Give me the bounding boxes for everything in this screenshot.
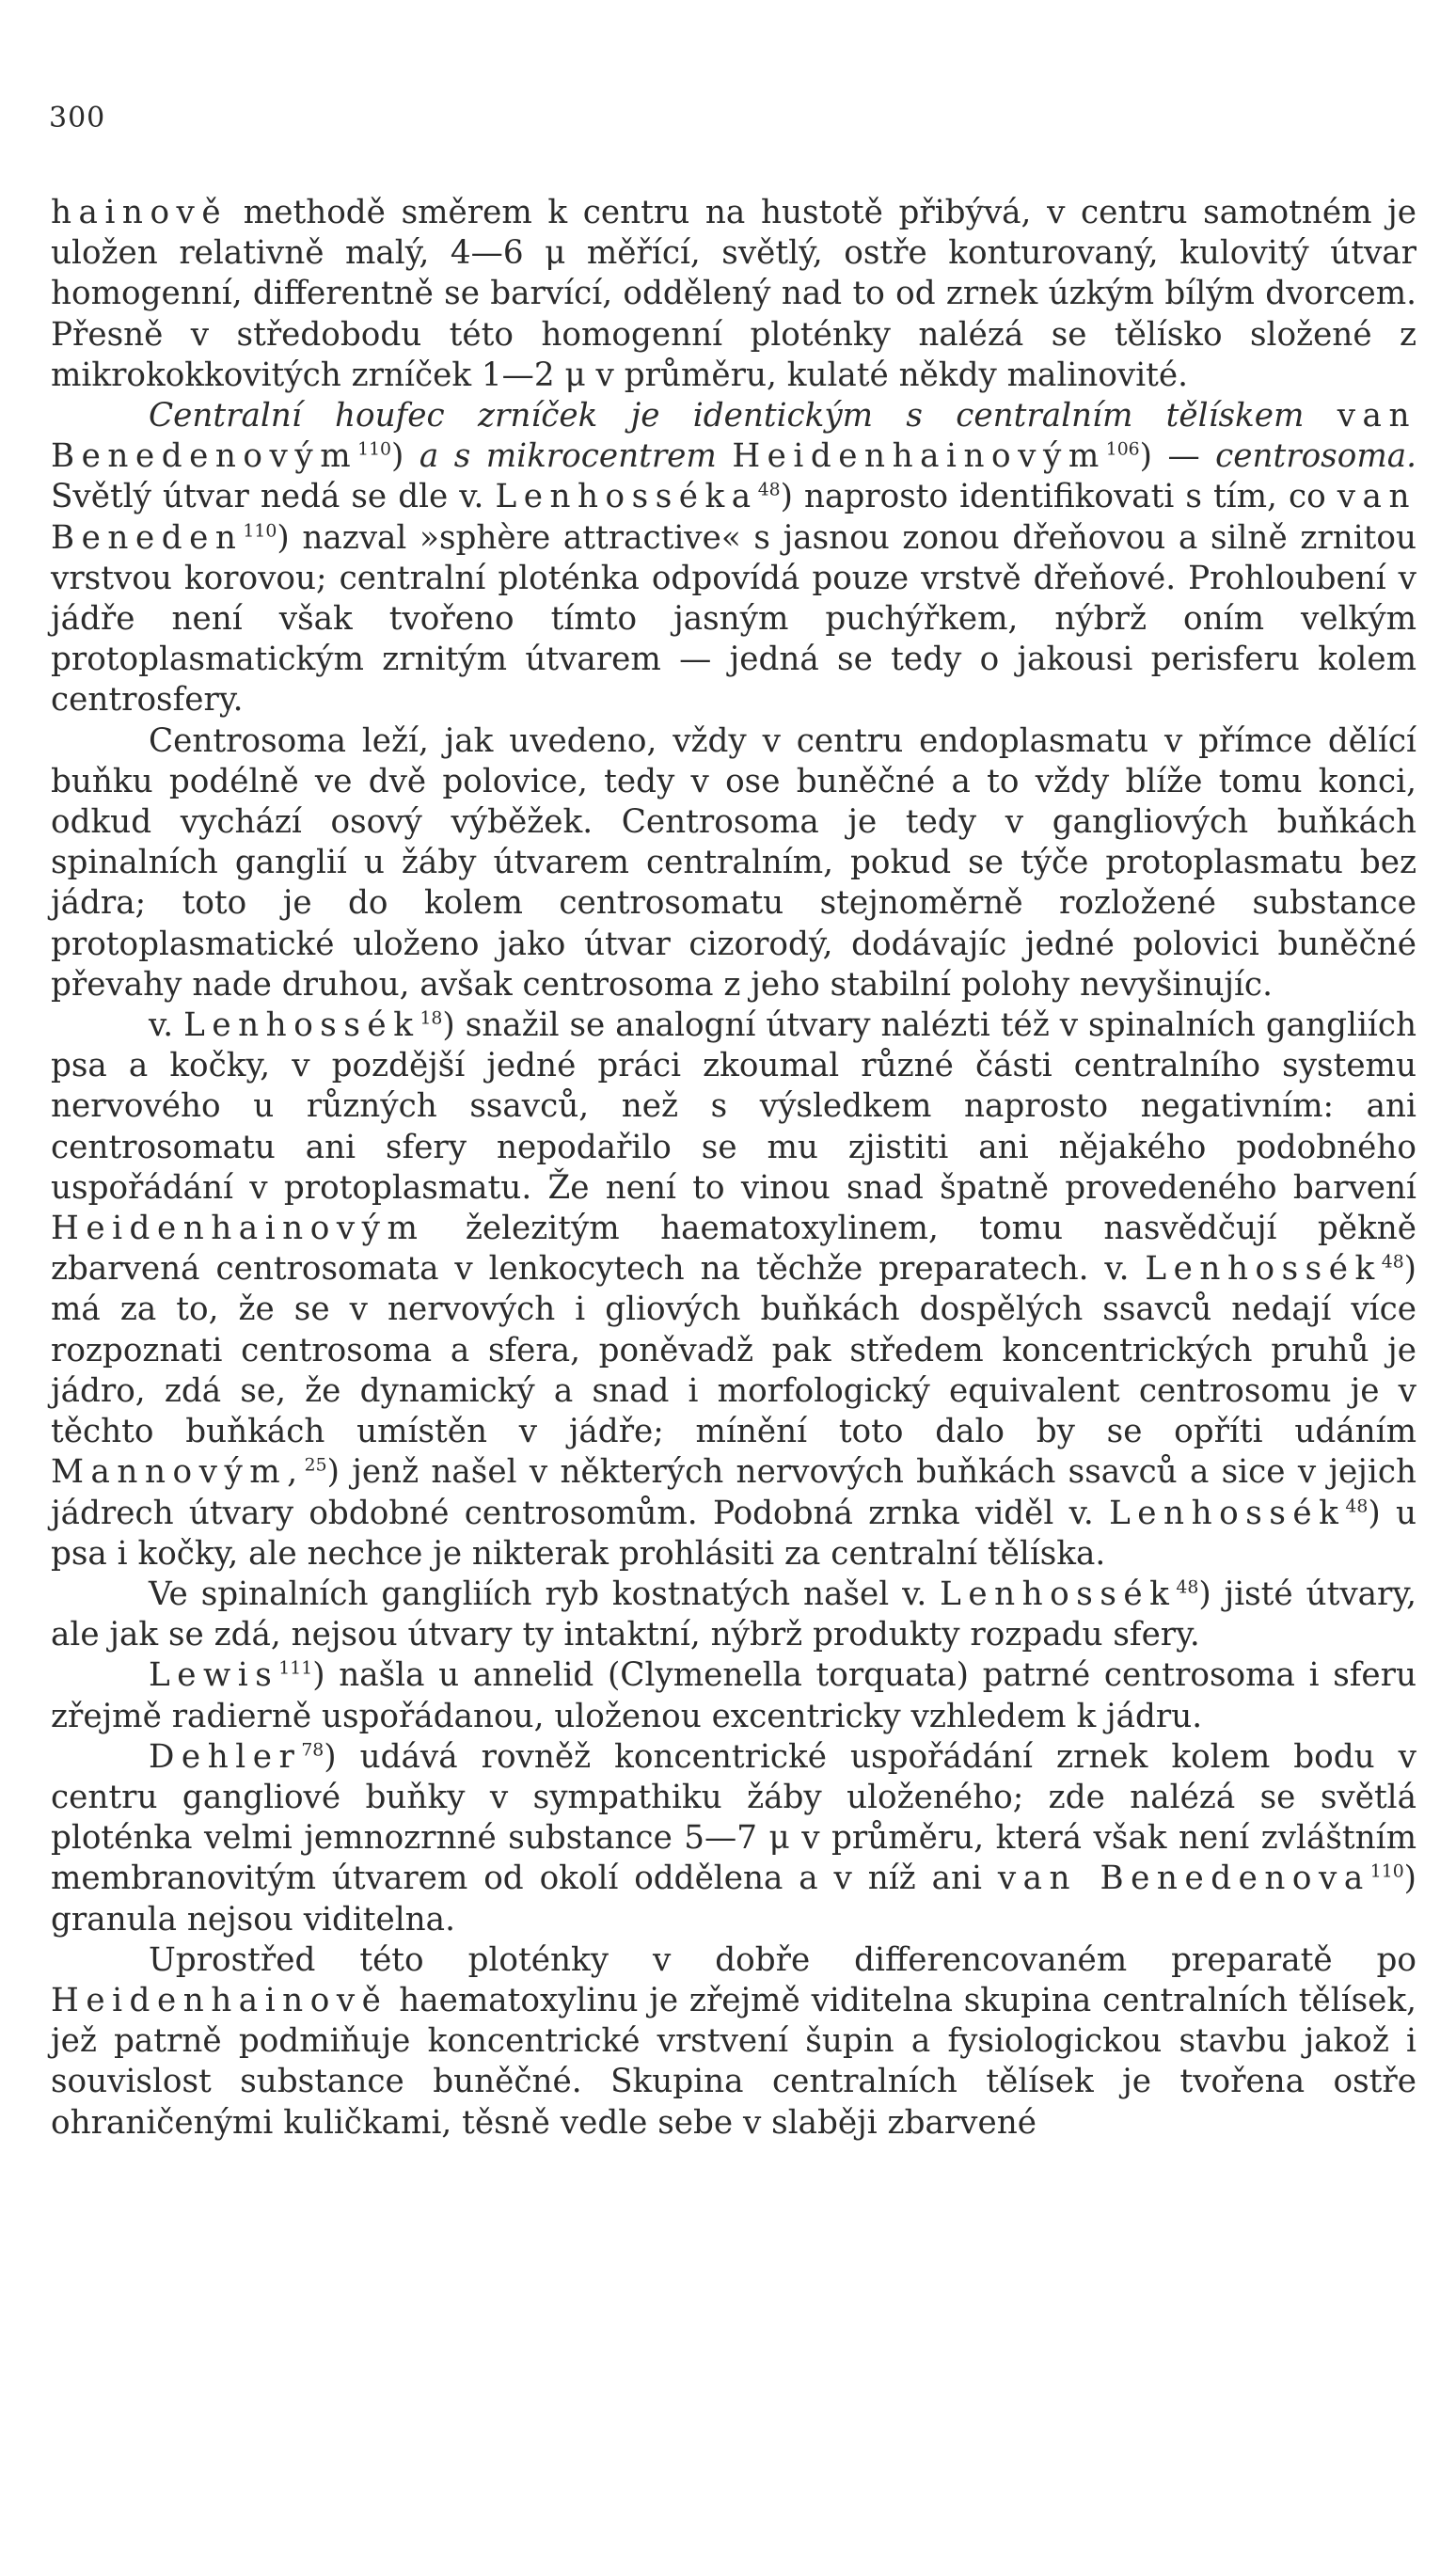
paragraph bbox=[51, 1655, 1416, 1736]
author-name: van Benedenova bbox=[997, 1860, 1370, 1898]
citation-ref: 18 bbox=[419, 1008, 443, 1029]
paragraph bbox=[51, 193, 1416, 396]
author-name: Lenhossék bbox=[1109, 1494, 1346, 1532]
author-name: Heidenhainovým bbox=[51, 1210, 425, 1248]
citation-ref: 48 bbox=[1345, 1496, 1369, 1517]
citation-ref: 110 bbox=[243, 521, 277, 542]
paragraph bbox=[51, 1005, 1416, 1575]
page-number: 300 bbox=[49, 102, 106, 135]
author-name: van Benedenovým bbox=[51, 397, 1417, 476]
citation-ref: 48 bbox=[1381, 1252, 1404, 1273]
text-run bbox=[1304, 397, 1337, 435]
paragraph bbox=[51, 1940, 1416, 2144]
text-run: methodě směrem k centru na hustotě přibývá, v centru samotném je uložen relativně malý, 4—6 μ měřící, světlý, ostře konturovaný, kulovitý útvar homogenní, differentně se barvící, oddělený nad to od zrnek úzkým bílým dvorcem. Přesně v středobodu této homogenní ploténky nalézá se tělísko složené z mikrokokkovitých zrníček 1—2 μ v průměru, kulaté někdy malinovité. bbox=[51, 194, 1416, 394]
text-run: Ve spinalních gangliích ryb kostnatých našel v. bbox=[149, 1575, 941, 1613]
text-run: Světlý útvar nedá se dle v. bbox=[51, 478, 496, 516]
citation-ref: 48 bbox=[1176, 1577, 1199, 1598]
author-name: Heidenhainovým bbox=[732, 437, 1106, 476]
text-run: ) jisté útvary, ale jak se zdá, nejsou útvary ty intaktní, nýbrž produkty rozpadu sfery. bbox=[51, 1575, 1416, 1654]
author-name: Mannovým, bbox=[51, 1453, 305, 1492]
author-name: hainově bbox=[51, 194, 229, 231]
text-run: železitým haematoxylinem, tomu nasvědčují pěkně zbarvená centrosomata v lenkocytech na těchže preparatech. v. bbox=[51, 1210, 1416, 1289]
text-run: Centrosoma leží, jak uvedeno, vždy v centru endoplasmatu v přímce dělící buňku podélně ve dvě polovice, tedy v ose buněčné a to vždy blíže tomu konci, odkud vychází osový výběžek. Centrosoma je tedy v gangliových buňkách spinalních ganglií u žáby útvarem centralním, pokud se týče protoplasmatu bez jádra; toto je do kolem centrosomatu stejnoměrně rozložené substance protoplasmatické uloženo jako útvar cizorodý, dodávajíc jedné polovici buněčné převahy nade druhou, avšak centrosoma z jeho stabilní polohy nevyšinujíc. bbox=[51, 721, 1416, 1004]
text-run: ) jenž našel v některých nervových buňkách ssavců a sice v jejich jádrech útvary obdobné centrosomům. Podobná zrnka viděl v. bbox=[51, 1453, 1416, 1532]
author-name: Lenhossék bbox=[183, 1006, 420, 1045]
text-run: ) granula nejsou viditelna. bbox=[51, 1860, 1417, 1939]
text-run: ) nazval »sphère attractive« s jasnou zonou dřeňovou a silně zrnitou vrstvou korovou; centralní ploténka odpovídá pouze vrstvě dřeňové. Prohloubení v jádře není však tvořeno tímto jasným puchýřkem, nýbrž oním velkým protoplasmatickým zrnitým útvarem — jedná se tedy o jakousi perisferu kolem centrosfery. bbox=[51, 518, 1416, 720]
text-run: ) snažil se analogní útvary nalézti též v spinalních gangliích psa a kočky, v pozdější jedné práci zkoumal různé části centralního systemu nervového u různých ssavců, než s výsledkem naprosto negativním: ani centrosomatu ani sfery nepodařilo se mu zjistiti ani nějakého podobného uspořádání v protoplasmatu. Že není to vinou snad špatně provedeného barvení bbox=[51, 1006, 1416, 1207]
citation-ref: 110 bbox=[357, 439, 392, 460]
text-run: Uprostřed této ploténky v dobře differencovaném preparatě po bbox=[149, 1940, 1416, 1979]
author-name: Lenhossék bbox=[1145, 1250, 1382, 1289]
italic-text: centrosoma. bbox=[1215, 437, 1416, 476]
text-run: ) u psa i kočky, ale nechce je nikterak prohlásiti za centralní tělíska. bbox=[51, 1494, 1416, 1573]
citation-ref: 78 bbox=[301, 1740, 324, 1761]
text-run: ) — bbox=[1139, 437, 1216, 476]
author-name: Heidenhainově bbox=[51, 1981, 388, 2019]
text-run: ) bbox=[391, 437, 419, 476]
citation-ref: 106 bbox=[1105, 439, 1140, 460]
text-run: v. bbox=[149, 1006, 184, 1045]
paragraph bbox=[51, 1737, 1416, 1940]
body-text bbox=[51, 193, 1416, 2144]
italic-text: a s mikrocentrem bbox=[419, 437, 717, 476]
author-name: Lenhosséka bbox=[495, 478, 758, 516]
text-run: ) naprosto identifikovati s tím, co bbox=[780, 478, 1337, 516]
text-run: haematoxylinu je zřejmě viditelna skupina centralních tělísek, jež patrně podmiňuje koncentrické vrstvení šupin a fysiologickou stavbu jakož i souvislost substance buněčné. Skupina centralních tělísek je tvořena ostře ohraničenými kuličkami, těsně vedle sebe v slaběji zbarvené bbox=[51, 1981, 1416, 2142]
author-name: van Beneden bbox=[51, 478, 1417, 557]
italic-text: Centralní houfec zrníček je identickým s centralním tělískem bbox=[149, 397, 1305, 435]
text-run bbox=[717, 437, 732, 475]
citation-ref: 110 bbox=[1369, 1861, 1404, 1882]
text-run: ) našla u annelid (Clymenella torquata) patrné centrosoma i sferu zřejmě radierně uspořádanou, uloženou excentricky vzhledem k jádru. bbox=[51, 1656, 1416, 1735]
paragraph bbox=[51, 721, 1416, 1005]
text-run: ) udává rovněž koncentrické uspořádání zrnek kolem bodu v centru gangliové buňky v sympathiku žáby uloženého; zde nalézá se světlá ploténka velmi jemnozrnné substance 5—7 μ v průměru, která však není zvláštním membranovitým útvarem od okolí oddělena a v níž ani bbox=[51, 1737, 1416, 1898]
citation-ref: 111 bbox=[278, 1658, 313, 1679]
paragraph bbox=[51, 1575, 1416, 1655]
author-name: Lenhossék bbox=[940, 1575, 1177, 1613]
paragraph bbox=[51, 396, 1416, 721]
text-run: ) má za to, že se v nervových i gliových buňkách dospělých ssavců nedají více rozpoznati centrosoma a sfera, poněvadž pak středem koncentrických pruhů je jádro, zdá se, že dynamický a snad i morfologický equivalent centrosomu je v těchto buňkách umístěn v jádře; mínění toto dalo by se opříti udáním bbox=[51, 1250, 1416, 1451]
author-name: Dehler bbox=[149, 1737, 302, 1776]
author-name: Lewis bbox=[149, 1656, 279, 1695]
citation-ref: 25 bbox=[304, 1455, 327, 1476]
citation-ref: 48 bbox=[757, 481, 781, 501]
